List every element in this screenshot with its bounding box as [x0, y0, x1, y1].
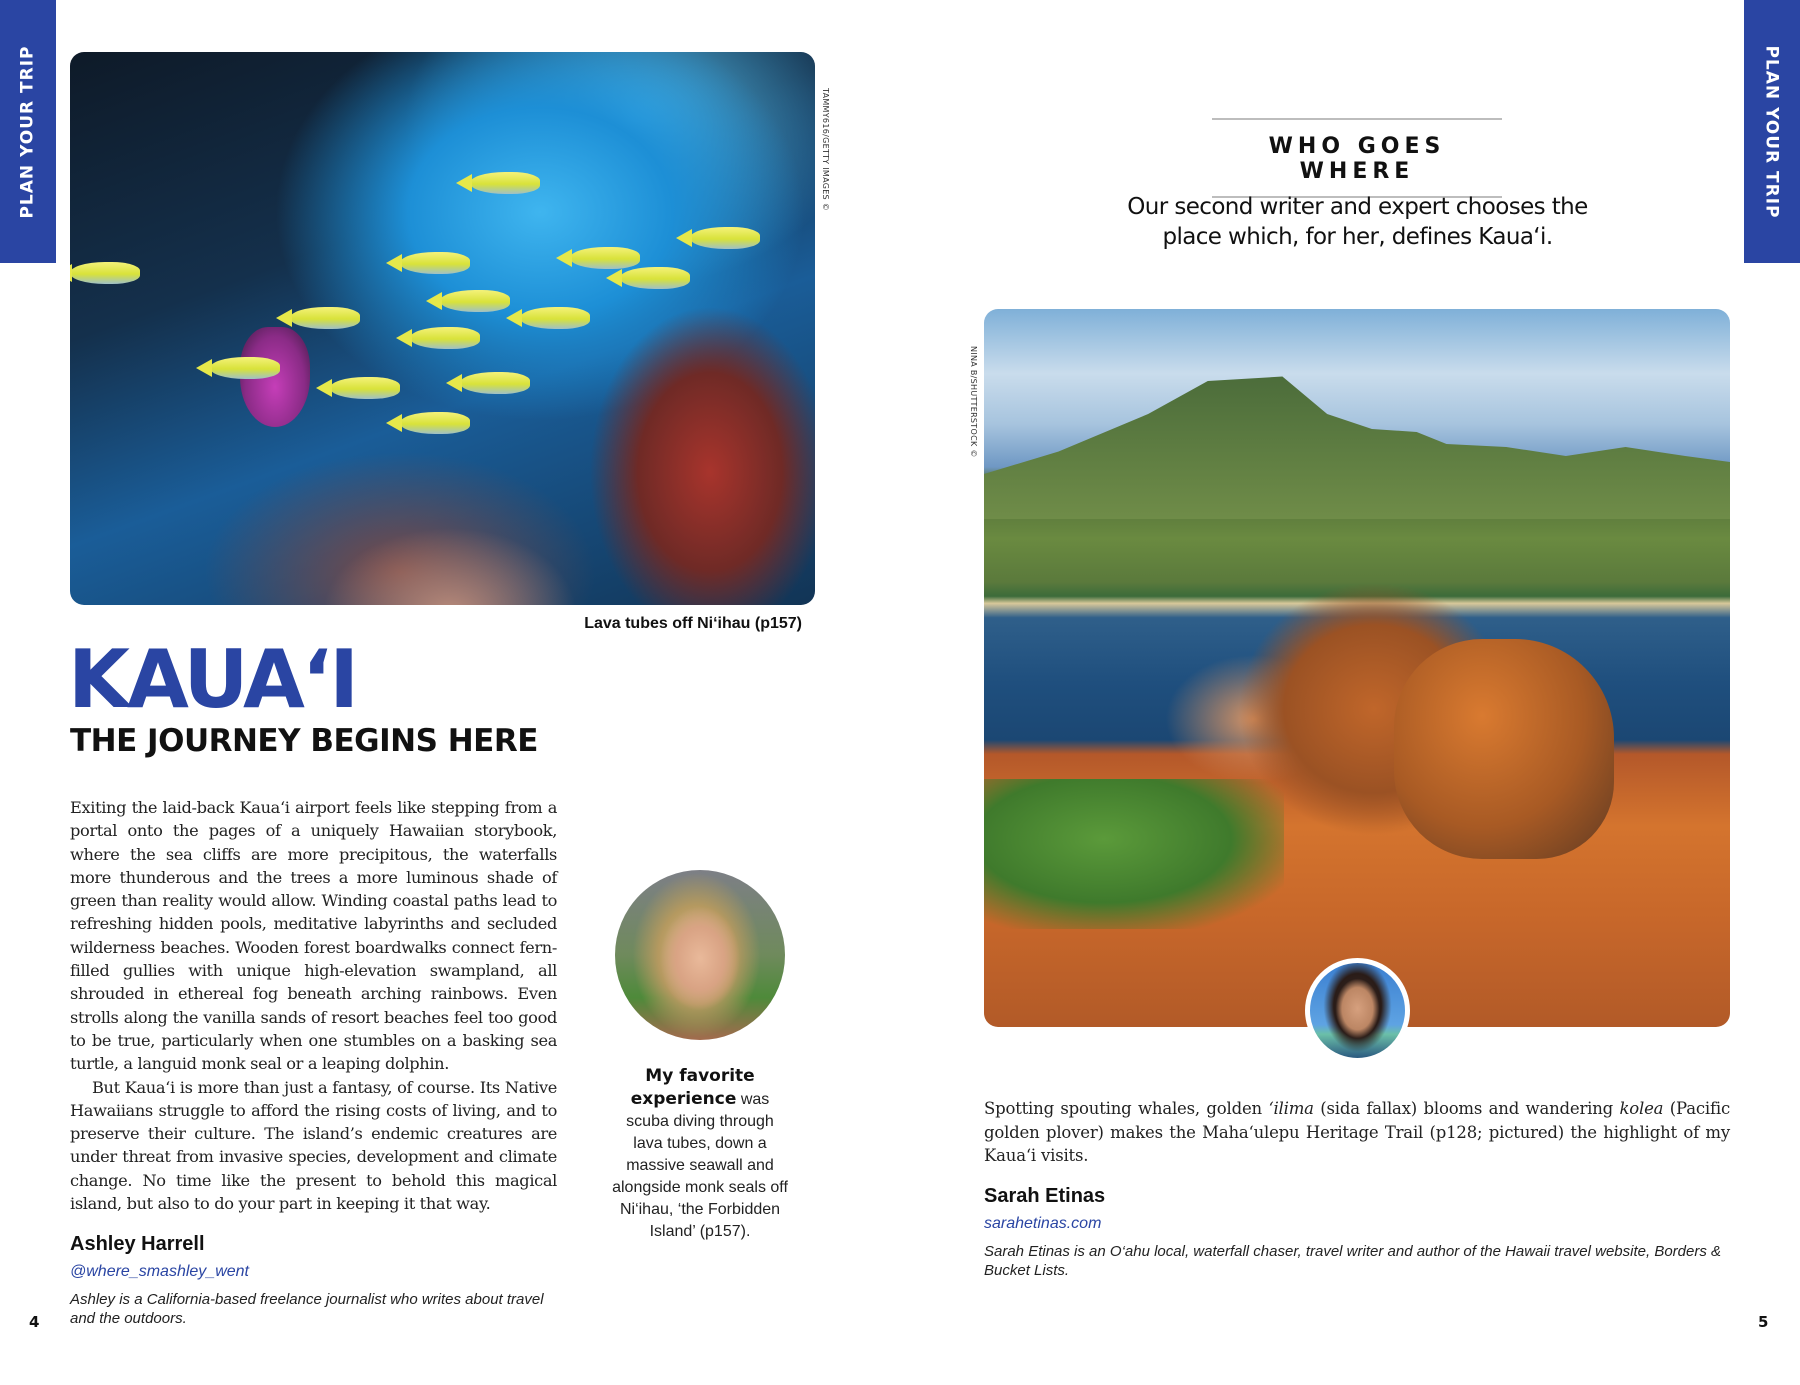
text-run: (sida fallax) blooms and wandering: [1313, 1099, 1620, 1118]
expert-pick-text: [984, 1097, 1730, 1168]
section-tab-label: PLAN YOUR TRIP: [1762, 44, 1783, 219]
fish-shape: [410, 327, 480, 349]
photo-credit: NINA B/SHUTTERSTOCK ©: [969, 346, 978, 458]
section-heading: WHO GOES WHERE: [1212, 118, 1502, 198]
fish-shape: [470, 172, 540, 194]
photo-caption: Lava tubes off Ni‘ihau (p157): [584, 615, 802, 632]
author-avatar: [615, 870, 785, 1040]
section-intro: Our second writer and expert chooses the place which, for her, defines Kaua‘i.: [1127, 194, 1588, 250]
page-title: KAUA‘I: [68, 633, 357, 726]
page-number-left: 4: [29, 1313, 40, 1331]
pull-quote-lead: My favorite experience: [630, 1066, 755, 1109]
intro-article: [70, 796, 557, 1215]
fish-shape: [290, 307, 360, 329]
fish-shape: [400, 412, 470, 434]
expert-bio: Sarah Etinas is an O‘ahu local, waterfall chaser, travel writer and author of the Hawaii travel website, Borders & Bucket Lists.: [984, 1243, 1722, 1279]
text-run: (Pacific golden plover) makes the Maha‘ulepu Heritage Trail (p128; pictured) the highlight of my Kaua‘i visits.: [984, 1099, 1730, 1165]
author-social-handle[interactable]: @where_smashley_went: [70, 1263, 249, 1280]
section-tab-left: [0, 0, 56, 263]
fish-shape: [570, 247, 640, 269]
mountain-shape: [984, 369, 1730, 519]
fish-shape: [70, 262, 140, 284]
fish-shape: [210, 357, 280, 379]
pull-quote-text: was scuba diving through lava tubes, down a massive seawall and alongside monk seals off Ni‘ihau, ‘the Forbidden Island’ (p157).: [612, 1091, 788, 1240]
greenery-shape: [984, 779, 1284, 929]
heritage-trail-photo: [984, 309, 1730, 1027]
fish-shape: [400, 252, 470, 274]
page-number-right: 5: [1758, 1313, 1769, 1331]
author-bio: Ashley is a California-based freelance journalist who writes about travel and the outdoors.: [70, 1291, 544, 1327]
section-tab-label: PLAN YOUR TRIP: [18, 44, 39, 219]
fish-shape: [440, 290, 510, 312]
boulder-shape: [1394, 639, 1614, 859]
text-run-italic: ‘ilima: [1268, 1099, 1314, 1118]
article-paragraph: But Kaua‘i is more than just a fantasy, of course. Its Native Hawaiians struggle to afford the rising costs of living, and to preserve their culture. The island’s endemic creatures are under threat from invasive species, development and climate change. No time like the present to behold this magical island, but also to do your part in keeping it that way.: [70, 1077, 557, 1214]
lava-tube-photo: [70, 52, 815, 605]
text-run: Spotting spouting whales, golden: [984, 1099, 1269, 1118]
expert-website-link[interactable]: sarahetinas.com: [984, 1215, 1102, 1232]
page-subtitle: THE JOURNEY BEGINS HERE: [70, 723, 538, 759]
photo-credit: TAMMY616/GETTY IMAGES ©: [821, 88, 830, 212]
expert-name: Sarah Etinas: [984, 1185, 1106, 1207]
text-run-italic: kolea: [1619, 1099, 1664, 1118]
pull-quote: [612, 1065, 788, 1243]
fish-shape: [330, 377, 400, 399]
article-paragraph: Exiting the laid-back Kaua‘i airport feels like stepping from a portal onto the pages of a uniquely Hawaiian storybook, where the sea cliffs are more precipitous, the waterfalls more thunderous and the trees a more luminous shade of green than reality would allow. Winding coastal paths lead to refreshing hidden pools, meditative labyrinths and secluded wilderness beaches. Wooden forest boardwalks connect fern-filled gullies with unique high-elevation swampland, all shrouded in ethereal fog beneath arching rainbows. Even strolls along the vanilla sands of resort beaches feel too good to be true, particularly when one stumbles on a basking sea turtle, a languid monk seal or a leaping dolphin.: [70, 798, 557, 1074]
fish-shape: [620, 267, 690, 289]
author-name: Ashley Harrell: [70, 1233, 205, 1255]
section-tab-right: [1744, 0, 1800, 263]
fish-shape: [690, 227, 760, 249]
fish-shape: [520, 307, 590, 329]
expert-avatar: [1305, 958, 1410, 1063]
fish-shape: [460, 372, 530, 394]
